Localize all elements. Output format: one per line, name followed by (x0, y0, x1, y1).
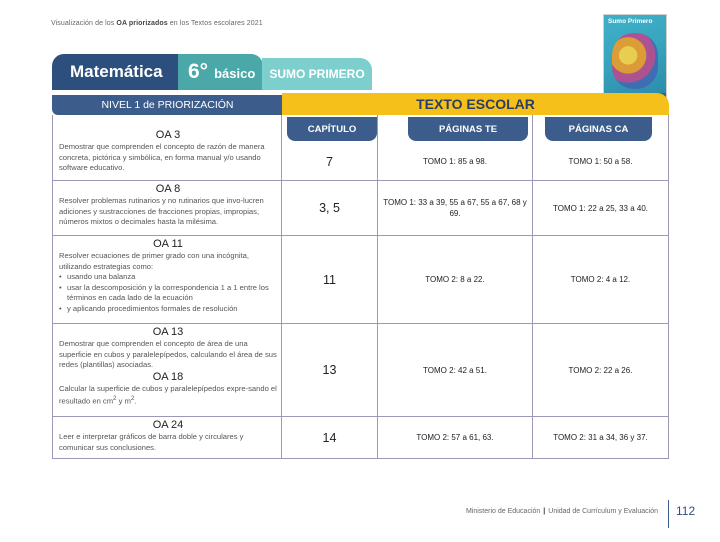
book-tab (262, 58, 372, 90)
oa18-text: Calcular la superficie de cubos y paralelepípedos expre-sando el resultado en cm (59, 383, 277, 406)
oa-description-secondary (59, 384, 277, 408)
oa-title: OA 8 (155, 183, 181, 195)
oa-title: OA 3 (155, 129, 181, 141)
list-item: • usar la descomposición y la correspondencia 1 a 1 entre los términos en cada lado de la ecuación (59, 283, 277, 304)
document-header (51, 20, 263, 27)
paginas-te-header (408, 117, 528, 141)
paginas-ca-cell: TOMO 1: 22 a 25, 33 a 40. (552, 203, 649, 213)
paginas-ca-cell: TOMO 2: 31 a 34, 36 y 37. (553, 433, 648, 442)
grade-level: básico (214, 66, 256, 81)
paginas-te-header-label: PÁGINAS TE (438, 123, 498, 135)
oa-cell (53, 181, 282, 235)
footer-credit (466, 508, 658, 515)
paginas-ca-header (545, 117, 652, 141)
oa-cell (53, 236, 282, 323)
paginas-ca-cell: TOMO 2: 22 a 26. (568, 365, 633, 375)
footer-unit: Unidad de Currículum y Evaluación (548, 508, 658, 515)
cover-illustration (612, 33, 658, 89)
book-cover-image (603, 14, 667, 100)
oa18-text-end: . (134, 396, 137, 406)
capitulo-cell: 13 (282, 324, 378, 416)
subject-label: Matemática (70, 62, 163, 81)
paginas-ca-cell: TOMO 1: 50 a 58. (568, 157, 633, 166)
table-row (53, 180, 668, 235)
paginas-ca-cell: TOMO 2: 4 a 12. (570, 275, 631, 284)
header-suffix: en los Textos escolares 2021 (167, 20, 263, 27)
oa18-text-mid: y m (116, 396, 131, 406)
grade-number: 6° (188, 60, 209, 83)
capitulo-cell: 7 (282, 115, 378, 180)
page-number: 112 (676, 504, 696, 518)
oa-title-secondary: OA 18 (152, 370, 184, 383)
capitulo-header-label: CAPÍTULO (307, 123, 357, 135)
footer-ministry: Ministerio de Educación (465, 508, 541, 515)
table-row (53, 416, 668, 458)
footer-divider (668, 500, 669, 528)
paginas-te-cell: TOMO 2: 42 a 51. (378, 324, 533, 416)
oa-title: OA 24 (152, 419, 184, 431)
capitulo-cell: 11 (282, 236, 378, 323)
superscript: 2 (130, 395, 135, 402)
cover-title: Sumo Primero (608, 18, 653, 25)
oa-title: OA 13 (152, 326, 184, 338)
oa-description: Demostrar que comprenden el concepto de razón de manera concreta, pictórica y simbólica, en forma manual y/o usando software educativo. (59, 142, 265, 172)
capitulo-header (287, 117, 377, 141)
oa-table (52, 115, 669, 459)
paginas-ca-header-label: PÁGINAS CA (568, 123, 629, 135)
paginas-te-cell: TOMO 2: 8 a 22. (378, 236, 533, 323)
capitulo-cell: 3, 5 (282, 181, 378, 235)
book-label: SUMO PRIMERO (269, 67, 365, 81)
nivel-header-label: NIVEL 1 de PRIORIZACIÓN (101, 99, 234, 111)
paginas-te-cell: TOMO 2: 57 a 61, 63. (378, 417, 533, 458)
oa-description: Leer e interpretar gráficos de barra doble y circulares y comunicar sus conclusiones. (59, 432, 244, 452)
oa-title: OA 11 (153, 238, 183, 250)
table-row (53, 235, 668, 323)
nivel-header (52, 95, 283, 115)
oa-description: Demostrar que comprenden el concepto de área de una superficie en cubos y paralelepípedos, calculando el área de sus redes (plantillas) asociadas. (59, 339, 277, 369)
grade-tab (178, 54, 263, 90)
strategy-list (59, 272, 277, 314)
header-prefix: Visualización de los (51, 20, 117, 27)
table-row (53, 323, 668, 416)
texto-escolar-label: TEXTO ESCOLAR (416, 96, 535, 112)
paginas-te-cell: TOMO 1: 33 a 39, 55 a 67, 55 a 67, 68 y 69. (378, 181, 533, 235)
oa-cell (53, 417, 282, 458)
list-item: • y aplicando procedimientos formales de resolución (59, 304, 277, 315)
subject-tab (52, 54, 182, 90)
capitulo-cell: 14 (282, 417, 378, 458)
oa-cell (53, 324, 282, 416)
footer-separator: | (543, 508, 546, 515)
oa-description (59, 251, 277, 314)
oa-description-intro: Resolver ecuaciones de primer grado con una incógnita, utilizando estrategias como: (59, 251, 249, 271)
oa-cell (53, 115, 282, 180)
header-highlight: OA priorizados (116, 20, 168, 27)
superscript: 2 (113, 395, 117, 402)
texto-escolar-header (282, 93, 669, 115)
oa-description: Resolver problemas rutinarios y no rutinarios que invo-lucren adiciones y sustracciones de fracciones propias, impropias, números mixtos o decimales hasta la milésima. (59, 196, 264, 226)
list-item: • usando una balanza (59, 272, 277, 283)
paginas-te-cell: TOMO 1: 85 a 98. (378, 115, 533, 180)
